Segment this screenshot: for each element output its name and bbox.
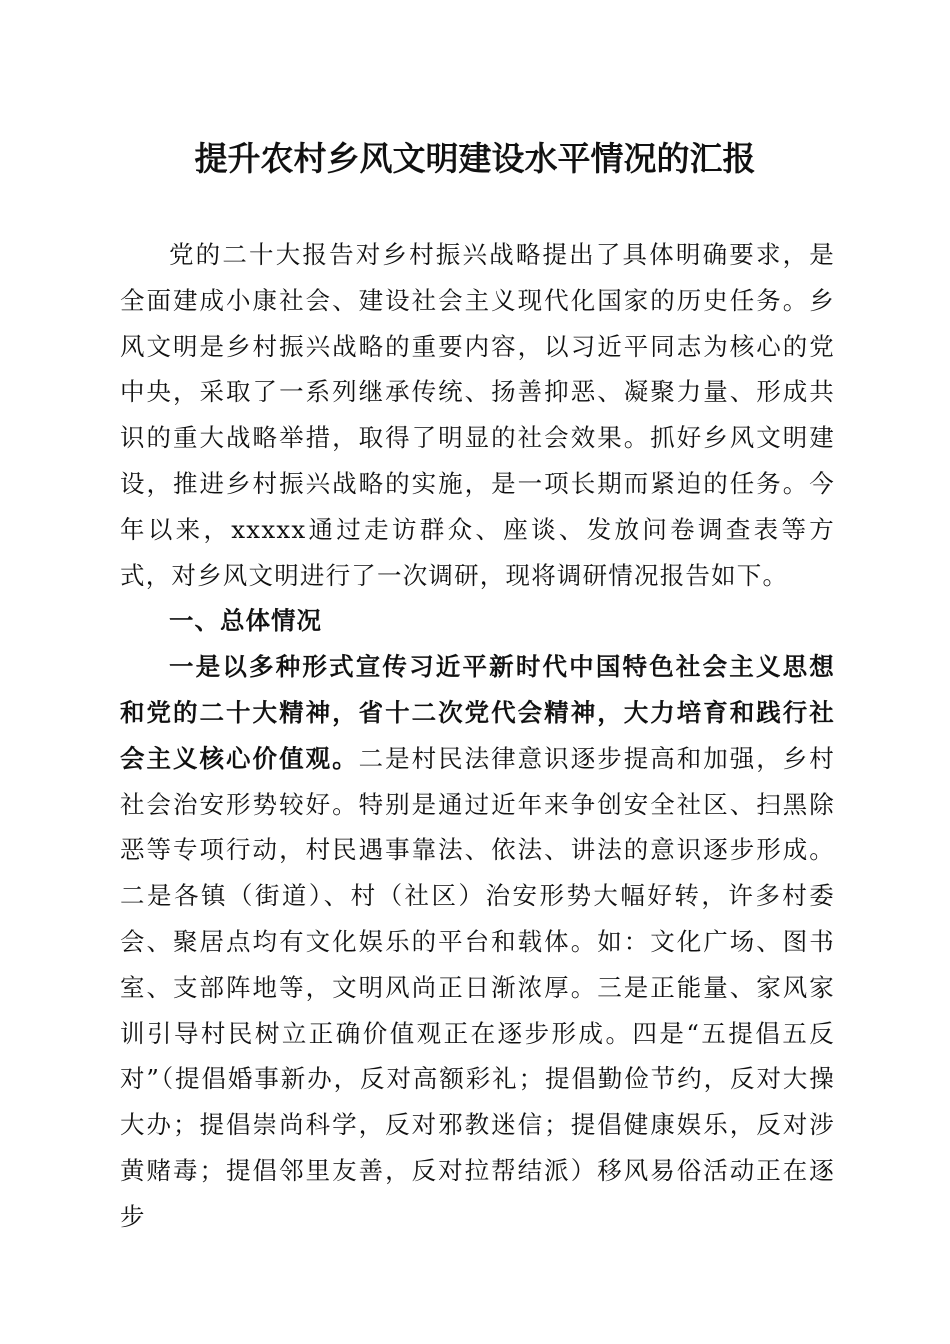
intro-paragraph: 党的二十大报告对乡村振兴战略提出了具体明确要求，是全面建成小康社会、建设社会主义现代化国家的历史任务。乡风文明是乡村振兴战略的重要内容，以习近平同志为核心的党中央，采取了一系列继承传统、扬善抑恶、凝聚力量、形成共识的重大战略举措，取得了明显的社会效果。抓好乡风文明建设，推进乡村振兴战略的实施，是一项长期而紧迫的任务。今年以来，xxxxx通过走访群众、座谈、发放问卷调查表等方式，对乡风文明进行了一次调研，现将调研情况报告如下。 <box>120 240 835 590</box>
overview-lead-text: 一是以多种形式宣传习近平新时代中国特色社会主义思想和党的二十大精神，省十二次党代会精神，大力培育和践行社会主义核心价值观。 <box>120 652 835 773</box>
document-body <box>120 232 835 1240</box>
overview-body-text: 二是村民法律意识逐步提高和加强，乡村社会治安形势较好。特别是通过近年来争创安全社区、扫黑除恶等专项行动，村民遇事靠法、依法、讲法的意识逐步形成。二是各镇（街道）、村（社区）治安形势大幅好转，许多村委会、聚居点均有文化娱乐的平台和载体。如：文化广场、图书室、支部阵地等，文明风尚正日渐浓厚。三是正能量、家风家训引导村民树立正确价值观正在逐步形成。四是“五提倡五反对”（提倡婚事新办，反对高额彩礼；提倡勤俭节约，反对大操大办；提倡崇尚科学，反对邪教迷信；提倡健康娱乐，反对涉黄赌毒；提倡邻里友善，反对拉帮结派）移风易俗活动正在逐步 <box>120 743 835 1231</box>
section-heading-overview: 一、总体情况 <box>169 606 322 636</box>
overview-paragraph <box>120 644 835 1239</box>
document-title: 提升农村乡风文明建设水平情况的汇报 <box>194 139 756 178</box>
